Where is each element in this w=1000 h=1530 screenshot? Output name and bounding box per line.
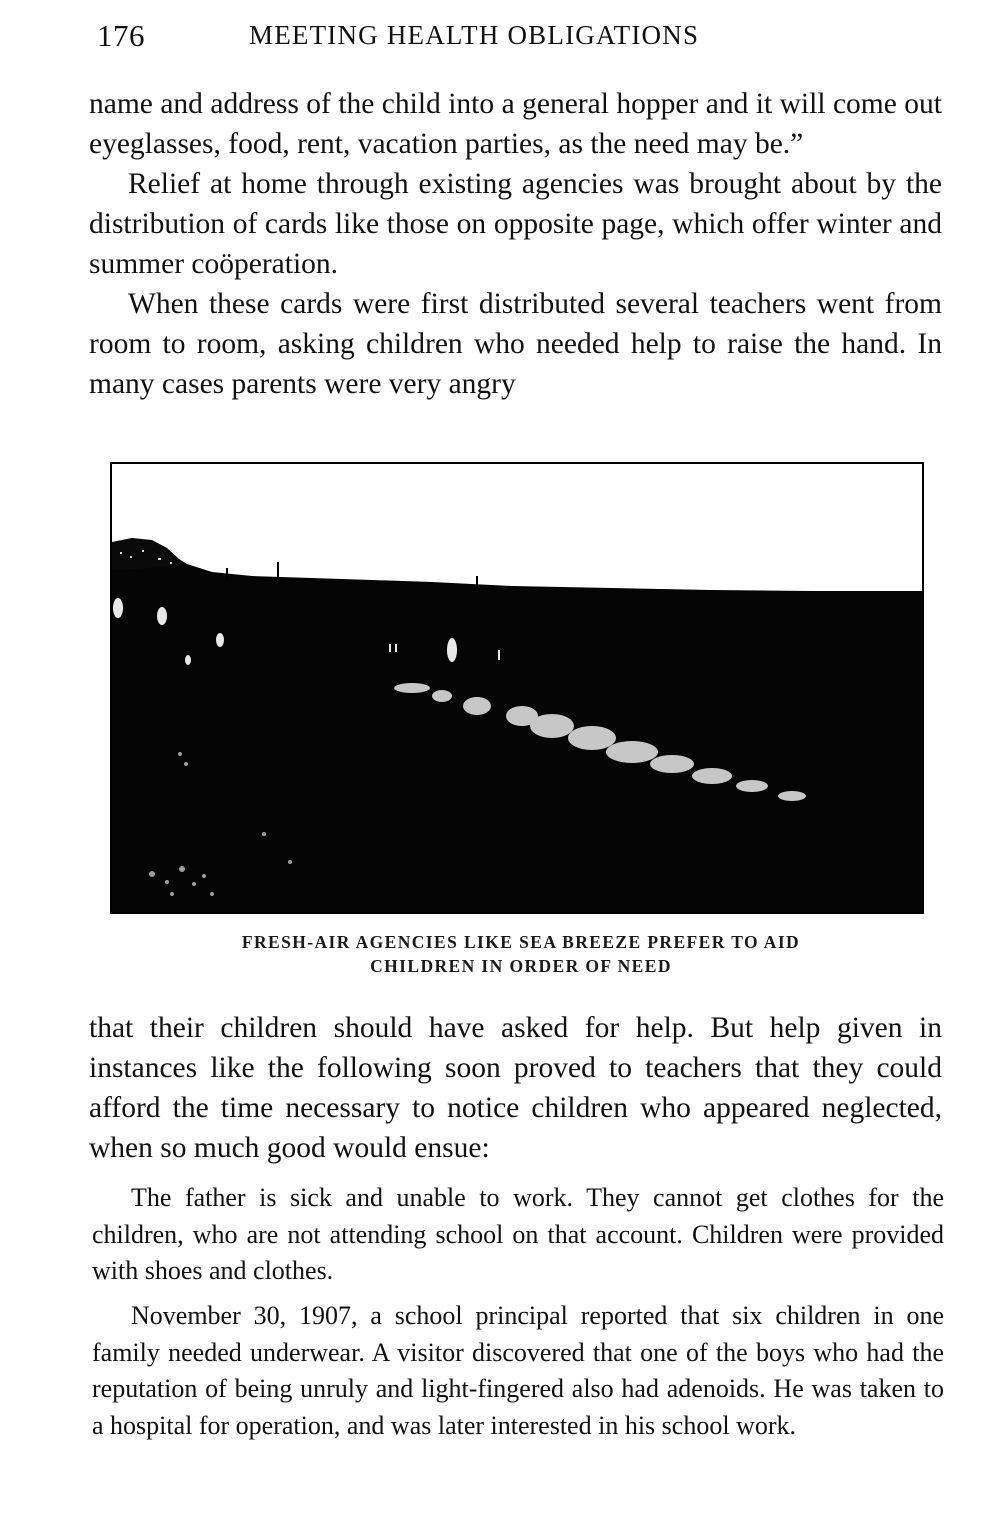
paragraph-continuation: name and address of the child into a general hopper and it will come out eyeglasses, food, rent, vacation parties, as the need may be.” xyxy=(89,88,942,160)
example-paragraph: November 30, 1907, a school principal reported that six children in one family needed underwear. A visitor discovered that one of the boys who had the reputation of being unruly and light-fingered also had adenoids. He was taken to a hospital for operation, and was later interested in his school work. xyxy=(92,1301,944,1440)
paragraph-continuation: that their children should have asked for help. But help given in instances like the following soon proved to teachers that they could afford the time necessary to notice children who appeared neglected, when so much good would ensue: xyxy=(89,1012,942,1164)
caption-line-2: CHILDREN IN ORDER OF NEED xyxy=(370,956,672,976)
paragraph: When these cards were first distributed several teachers went from room to room, asking children who needed help to raise the hand. In many cases parents were very angry xyxy=(89,288,942,400)
example-paragraph: The father is sick and unable to work. They cannot get clothes for the children, who are not attending school on that account. Children were provided with shoes and clothes. xyxy=(92,1183,944,1285)
example-case-2 xyxy=(92,1298,944,1444)
figure-photograph xyxy=(110,462,924,914)
page-number: 176 xyxy=(97,18,145,53)
body-text-top xyxy=(89,84,942,404)
caption-line-1: FRESH-AIR AGENCIES LIKE SEA BREEZE PREFER TO AID xyxy=(241,932,801,952)
photograph-image xyxy=(112,464,922,912)
running-header xyxy=(97,18,857,58)
example-case-1 xyxy=(92,1180,944,1290)
paragraph: Relief at home through existing agencies was brought about by the distribution of cards like those on opposite page, which offer winter and summer coöperation. xyxy=(89,168,942,280)
body-text-bottom xyxy=(89,1008,942,1168)
running-title: MEETING HEALTH OBLIGATIONS xyxy=(249,20,700,50)
figure-caption xyxy=(100,930,942,978)
